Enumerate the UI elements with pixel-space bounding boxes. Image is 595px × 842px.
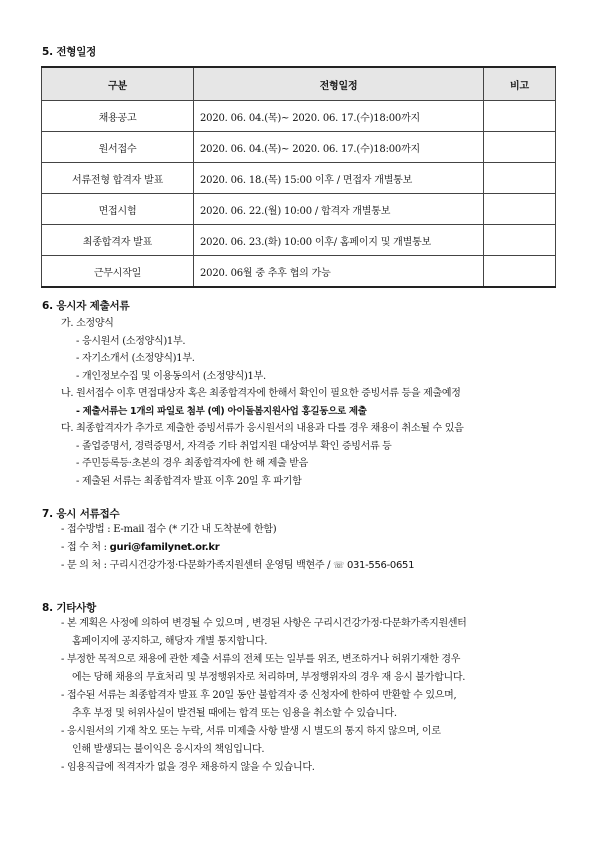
doc-line: 추후 부정 및 허위사실이 발견될 때에는 합격 또는 임용을 취소할 수 있습니다.	[72, 708, 397, 719]
table-row	[42, 194, 556, 225]
doc-line: - 응시원서의 기재 착오 또는 누락, 서류 미제출 사항 발생 시 별도의 통지 하지 않으며, 이로	[61, 726, 441, 737]
section-6-heading: 6. 응시자 제출서류	[42, 300, 130, 312]
doc-line: 가. 소정양식	[61, 318, 114, 329]
section-8-heading: 8. 기타사항	[42, 602, 97, 614]
row-schedule: 2020. 06. 23.(화) 10:00 이후/ 홈페이지 및 개별통보	[194, 225, 484, 256]
contact-label: - 문 의 처 :	[61, 560, 107, 571]
doc-line: 다. 최종합격자가 추가로 제출한 증빙서류가 응시원서의 내용과 다를 경우 채용이 취소될 수 있음	[61, 423, 464, 434]
row-schedule: 2020. 06. 18.(목) 15:00 이후 / 면접자 개별통보	[194, 163, 484, 194]
doc-line: - 자기소개서 (소정양식)1부.	[76, 353, 195, 364]
row-note	[484, 101, 556, 132]
doc-line: 인해 발생되는 불이익은 응시자의 책임입니다.	[72, 744, 265, 755]
row-note	[484, 163, 556, 194]
table-row	[42, 163, 556, 194]
row-label: 원서접수	[42, 132, 194, 163]
section-7-heading: 7. 응시 서류접수	[42, 508, 120, 520]
row-label: 서류전형 합격자 발표	[42, 163, 194, 194]
table-header-row	[42, 67, 556, 101]
doc-line: 나. 원서접수 이후 면접대상자 혹은 최종합격자에 한해서 확인이 필요한 증빙서류 등을 제출예정	[61, 388, 461, 399]
section-5-heading: 5. 전형일정	[42, 46, 97, 58]
doc-line: - 임용직급에 적격자가 없을 경우 채용하지 않을 수 있습니다.	[61, 762, 315, 773]
row-schedule: 2020. 06. 04.(목)~ 2020. 06. 17.(수)18:00까지	[194, 101, 484, 132]
doc-line: - 응시원서 (소정양식)1부.	[76, 336, 186, 347]
column-header-schedule: 전형일정	[194, 67, 484, 101]
doc-line	[61, 560, 414, 572]
row-note	[484, 132, 556, 163]
row-note	[484, 256, 556, 288]
row-note	[484, 194, 556, 225]
column-header-category: 구분	[42, 67, 194, 101]
row-schedule: 2020. 06. 22.(월) 10:00 / 합격자 개별통보	[194, 194, 484, 225]
email-address[interactable]: guri@familynet.or.kr	[109, 542, 220, 553]
method-value: E-mail 접수 (* 기간 내 도착분에 한함)	[113, 524, 277, 535]
doc-line	[61, 524, 276, 536]
contact-value: 구리시건강가정·다문화가족지원센터 운영팀 백현주 /	[109, 560, 331, 571]
doc-line: - 본 계획은 사정에 의하여 변경될 수 있으며 , 변경된 사항은 구리시건강가정·다문화가족지원센터	[61, 618, 467, 629]
phone-icon: ☏	[333, 561, 345, 571]
schedule-table	[41, 66, 556, 288]
row-label: 면접시험	[42, 194, 194, 225]
doc-line: 홈페이지에 공지하고, 해당자 개별 통지합니다.	[72, 636, 268, 647]
row-schedule: 2020. 06월 중 추후 협의 가능	[194, 256, 484, 288]
table-row	[42, 101, 556, 132]
place-label: - 접 수 처 :	[61, 542, 107, 553]
row-label: 근무시작일	[42, 256, 194, 288]
doc-line: 에는 당해 채용의 무효처리 및 부정행위자로 처리하며, 부정행위자의 경우 재 응시 불가합니다.	[72, 672, 466, 683]
row-note	[484, 225, 556, 256]
method-label: - 접수방법 :	[61, 524, 111, 535]
doc-line	[61, 542, 219, 554]
row-schedule: 2020. 06. 04.(목)~ 2020. 06. 17.(수)18:00까지	[194, 132, 484, 163]
doc-line-emphasis: - 제출서류는 1개의 파일로 첨부 (예) 아이돌봄지원사업 홍길동으로 제출	[76, 406, 367, 417]
row-label: 채용공고	[42, 101, 194, 132]
table-row	[42, 225, 556, 256]
table-row	[42, 132, 556, 163]
phone-number: 031-556-0651	[346, 560, 415, 571]
doc-line: - 주민등록등·초본의 경우 최종합격자에 한 해 제출 받음	[76, 458, 309, 469]
doc-line: - 접수된 서류는 최종합격자 발표 후 20일 동안 불합격자 중 신청자에 한하여 반환할 수 있으며,	[61, 690, 457, 701]
column-header-note: 비고	[484, 67, 556, 101]
table-row	[42, 256, 556, 288]
doc-line: - 개인정보수집 및 이용동의서 (소정양식)1부.	[76, 371, 266, 382]
doc-line: - 부정한 목적으로 채용에 관한 제출 서류의 전체 또는 일부를 위조, 변조하거나 허위기재한 경우	[61, 654, 461, 665]
doc-line: - 졸업증명서, 경력증명서, 자격증 기타 취업지원 대상여부 확인 증빙서류 등	[76, 441, 392, 452]
doc-line: - 제출된 서류는 최종합격자 발표 이후 20일 후 파기함	[76, 476, 302, 487]
row-label: 최종합격자 발표	[42, 225, 194, 256]
